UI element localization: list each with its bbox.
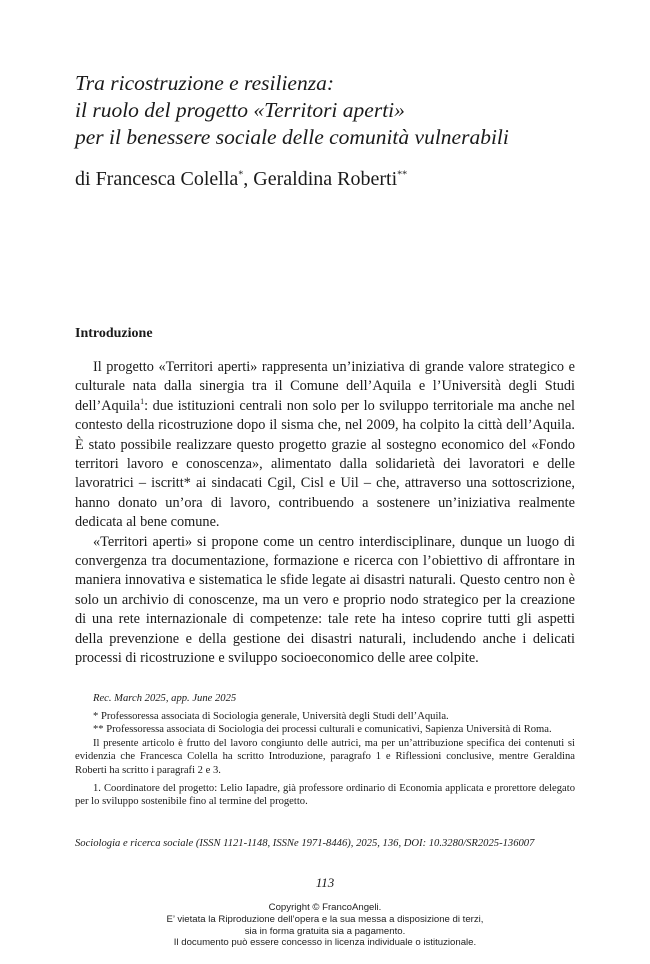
attribution-note: Il presente articolo è frutto del lavoro congiunto delle autrici, ma per un’attribuzione specifica dei contenuti si evidenzia che Francesca Colella ha scritto Introduzione, paragrafo 1 e Riflessioni conclusive, mentre Geraldina Roberti ha scritto i paragrafi 2 e 3. xyxy=(75,737,575,776)
copyright-line-4: Il documento può essere concesso in licenza individuale o istituzionale. xyxy=(173,937,477,949)
author-byline xyxy=(75,168,407,191)
author-note-1: * Professoressa associata di Sociologia generale, Università degli Studi dell’Aquila. xyxy=(93,710,449,722)
journal-reference: Sociologia e ricerca sociale (ISSN 1121-1148, ISSNe 1971-8446), 2025, 136, DOI: 10.3280/SR2025-136007 xyxy=(75,838,535,849)
received-dates: Rec. March 2025, app. June 2025 xyxy=(93,693,237,704)
footnote-ref-1: 1 xyxy=(140,397,145,407)
author-note-2: ** Professoressa associata di Sociologia dei processi culturali e comunicativi, Sapienza Università di Roma. xyxy=(93,724,552,736)
paragraph-1-text-b: : due istituzioni centrali non solo per lo sviluppo territoriale ma anche nel contesto della ricostruzione dopo il sisma che, nel 2009, ha colpito la città dell’Aquila. È stato possibile realizzare questo progetto grazie al sostegno economico del «Fondo territori lavoro e conoscenza», alimentato dalla solidarietà dei lavoratori e delle lavoratrici – iscritt* ai sindacati Cgil, Cisl e Uil – che, attraverso una sottoscrizione, hanno donato un’ora di lavoro, contribuendo a sostenere un’iniziativa realmente dedicata al bene comune. xyxy=(75,397,575,531)
page-number: 113 xyxy=(315,875,335,890)
author-name-1: Francesca Colella xyxy=(95,168,239,190)
author-note-mark-1: * xyxy=(238,169,244,181)
section-heading: Introduzione xyxy=(75,326,153,341)
article-body xyxy=(75,358,575,669)
footnotes xyxy=(75,692,575,809)
title-line-1: Tra ricostruzione e resilienza: xyxy=(75,71,334,95)
paragraph-1-text-a: Il progetto «Territori aperti» rappresenta un’iniziativa di grande valore strategico e culturale nata dalla sinergia tra il Comune dell’Aquila e l’Università degli Studi dell’Aquila xyxy=(75,359,575,414)
author-separator: , xyxy=(243,168,254,190)
body-paragraph-1 xyxy=(75,358,575,533)
body-paragraph-2: «Territori aperti» si propone come un centro interdisciplinare, dunque un luogo di convergenza tra documentazione, formazione e ricerca con l’obiettivo di affrontare in maniera innovativa e sistematica le sfide legate ai disastri naturali. Questo centro non è solo un archivio di conoscenze, ma un vero e proprio nodo strategico per la creazione di una rete internazionale di competenze: tale rete ha inteso coprire tutti gli aspetti della prevenzione e della gestione dei disastri naturali, includendo anche i delicati processi di ricostruzione e sviluppo socioeconomico delle aree colpite. xyxy=(75,533,575,667)
author-note-mark-2: ** xyxy=(397,169,408,181)
copyright-line-2: E’ vietata la Riproduzione dell’opera e la sua messa a disposizione di terzi, xyxy=(166,913,484,925)
title-line-3: per il benessere sociale delle comunità vulnerabili xyxy=(75,125,509,149)
article-title xyxy=(75,70,595,151)
author-name-2: Geraldina Roberti xyxy=(253,168,398,190)
title-line-2: il ruolo del progetto «Territori aperti» xyxy=(75,98,405,122)
copyright-notice xyxy=(0,902,650,949)
footnote-1: 1. Coordinatore del progetto: Lelio Iapadre, già professore ordinario di Economia applicata e prorettore delegato per lo sviluppo sostenibile fino al termine del progetto. xyxy=(75,782,575,808)
byline-prefix: di xyxy=(75,168,96,190)
copyright-line-3: sia in forma gratuita sia a pagamento. xyxy=(244,925,406,937)
copyright-line-1: Copyright © FrancoAngeli. xyxy=(268,902,382,913)
